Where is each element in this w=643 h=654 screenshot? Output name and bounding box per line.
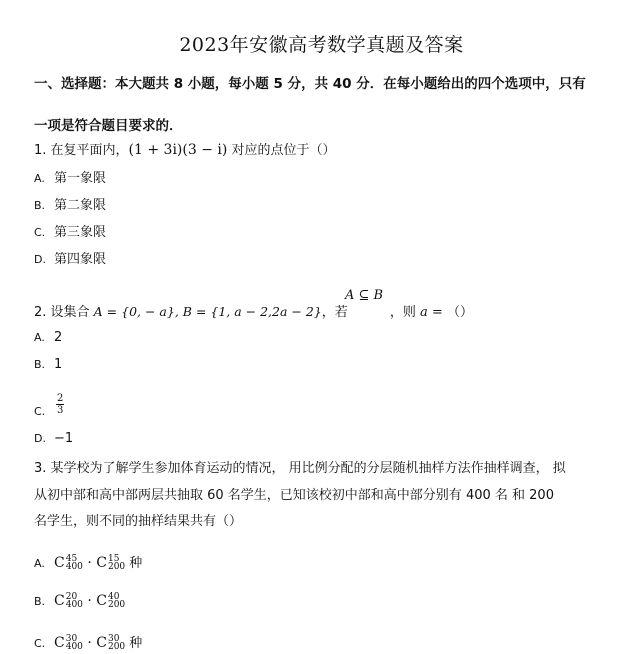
option-label: D. [34, 253, 46, 266]
comb-a-sub: 400 [65, 562, 83, 572]
document-title: 2023年安徽高考数学真题及答案 [179, 34, 464, 56]
question-2-middle: ，若 [321, 305, 352, 320]
comb-b-sup: 40 [107, 592, 120, 602]
question-3-line-1: 3. 某学校为了解学生参加体育运动的情况， 用比例分配的分层随机抽样方法作抽样调查， 拟 [34, 461, 566, 476]
option-label: A. [34, 172, 45, 185]
option-unit: 种 [125, 556, 143, 571]
option-unit: 种 [125, 636, 143, 651]
question-2-tail-prefix: ，则 [389, 305, 421, 320]
section-heading-line-2: 一项是符合题目要求的． [34, 118, 183, 134]
section-heading-line-1: 一、选择题：本大题共 8 小题，每小题 5 分，共 40 分．在每小题给出的四个选项中，只有 [34, 76, 586, 92]
fraction-numerator: 2 [57, 393, 64, 404]
question-1-option-b [34, 194, 106, 213]
question-2-option-a [34, 330, 62, 345]
question-1-prefix: 1. 在复平面内， [34, 143, 129, 158]
option-text: 第三象限 [54, 225, 107, 240]
question-1-suffix: 对应的点位于（） [227, 143, 336, 158]
fraction-denominator: 3 [57, 405, 64, 416]
question-2-option-d [34, 431, 73, 446]
comb-b-sup: 30 [107, 634, 120, 644]
comb-b-sub: 200 [107, 600, 126, 610]
question-3-option-c [34, 632, 142, 651]
question-2-option-c [34, 404, 54, 419]
question-2-set-expression: A = {0, − a}, B = {1, a − 2,2a − 2} [93, 304, 322, 319]
question-2-tail-suffix: （） [446, 305, 473, 320]
question-2-prefix: 2. 设集合 [34, 305, 94, 320]
comb-a-sub: 400 [65, 600, 83, 610]
comb-b-sub: 200 [107, 562, 126, 572]
combination-expression: C 20 400 · C 40 200 [54, 592, 126, 610]
comb-a-sup: 45 [65, 554, 78, 564]
option-text: 2 [54, 330, 63, 345]
option-label: A. [34, 557, 45, 570]
comb-a-sup: 30 [65, 634, 78, 644]
combination-expression: C 45 400 · C 15 200 [54, 554, 126, 572]
question-2-condition: A ⊆ B [345, 288, 384, 303]
question-1 [34, 139, 335, 158]
option-label: D. [34, 432, 46, 445]
question-1-option-d [34, 248, 106, 267]
question-2-tail-expression: a = [420, 305, 447, 320]
question-3-option-b [34, 593, 125, 609]
option-text: 第四象限 [54, 252, 107, 267]
combination-expression: C 30 400 · C 30 200 [54, 634, 126, 652]
option-text: 1 [54, 357, 63, 372]
option-label: B. [34, 358, 46, 371]
question-2 [34, 301, 473, 320]
comb-a-sub: 400 [65, 642, 83, 652]
option-text: −1 [54, 431, 74, 446]
question-2-option-b [34, 357, 62, 372]
option-label: C. [34, 637, 46, 650]
comb-b-sub: 200 [107, 642, 126, 652]
option-label: C. [34, 405, 46, 418]
option-label: C. [34, 226, 46, 239]
question-3-line-2: 从初中部和高中部两层共抽取 60 名学生，已知该校初中部和高中部分别有 400 名 和 200 [34, 488, 554, 503]
question-1-option-a [34, 167, 106, 186]
question-1-option-c [34, 221, 106, 240]
option-label: A. [34, 331, 45, 344]
question-3-line-3: 名学生，则不同的抽样结果共有（） [34, 514, 243, 529]
question-1-expression: (1 + 3i)(3 − i) [128, 142, 228, 158]
option-label: B. [34, 595, 46, 608]
option-text: 第一象限 [54, 171, 107, 186]
fraction-two-thirds [56, 393, 64, 416]
comb-b-sup: 15 [107, 554, 120, 564]
comb-a-sup: 20 [65, 592, 78, 602]
option-label: B. [34, 199, 46, 212]
question-3-option-a [34, 552, 142, 571]
option-text: 第二象限 [54, 198, 107, 213]
